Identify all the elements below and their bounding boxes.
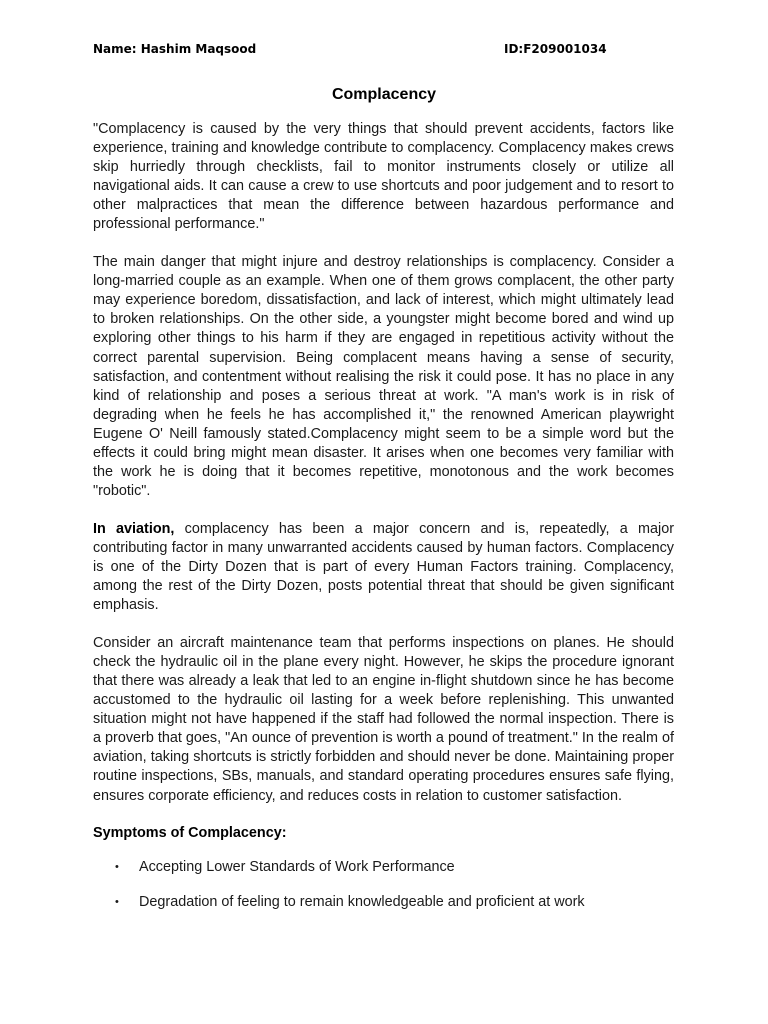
student-name: Name: Hashim Maqsood [93, 42, 257, 56]
list-item-text: Degradation of feeling to remain knowledgeable and proficient at work [139, 894, 585, 911]
list-item-text: Accepting Lower Standards of Work Performance [139, 859, 455, 876]
paragraph-relationships: The main danger that might injure and destroy relationships is complacency. Consider a long-married couple as an example. When one of them grows complacent, the other party may experience boredom, dissatisfaction, and lack of interest, which might ultimately lead to broken relationships. On the other side, a youngster might become bored and wind up exploring other things to his harm if they are engaged in repetitious activity without the correct parental supervision. Being complacent means having a sense of security, satisfaction, and contentment without realising the risk it could pose. It has no place in any kind of relationship and poses a serious threat at work. "A man's work is in risk of degrading when he feels he has accomplished it," the renowned American playwright Eugene O' Neill famously stated.Complacency might seem to be a simple word but the effects it could bring might mean disaster. It arises when one becomes very familiar with the work he is doing that it becomes repetitive, monotonous and the work becomes "robotic". [93, 254, 674, 500]
paragraph-quote: "Complacency is caused by the very things that should prevent accidents, factors like experience, training and knowledge contribute to complacency. Complacency makes crews skip hurriedly through checklists, fail to monitor instruments closely or utilize all navigational aids. It can cause a crew to use shortcuts and poor judgement and to resort to other malpractices that mean the difference between hazardous performance and professional performance." [93, 121, 674, 233]
bullet-icon: • [115, 861, 119, 874]
list-item [93, 858, 674, 877]
document-header [93, 42, 676, 62]
bullet-icon: • [115, 896, 119, 909]
paragraph-maintenance: Consider an aircraft maintenance team that performs inspections on planes. He should check the hydraulic oil in the plane every night. However, he skips the procedure ignorant that there was already a leak that led to an engine in-flight shutdown since he has become accustomed to the hydraulic oil lasting for a week before replenishing. This unwanted situation might not have happened if the staff had followed the normal inspection. There is a proverb that goes, "An ounce of prevention is worth a pound of treatment." In the realm of aviation, taking shortcuts is strictly forbidden and should never be done. Maintaining proper routine inspections, SBs, manuals, and standard operating procedures ensures safe flying, ensures corporate efficiency, and reduces costs in relation to customer satisfaction. [93, 634, 674, 804]
student-id: ID:F209001034 [504, 42, 607, 56]
paragraph-aviation-lead: In aviation, [93, 520, 175, 537]
symptoms-list [93, 858, 674, 912]
page-title: Complacency [331, 86, 437, 103]
paragraph-aviation [93, 520, 674, 615]
paragraph-aviation-rest: complacency has been a major concern and is, repeatedly, a major contributing factor in many unwarranted accidents caused by human factors. Complacency is one of the Dirty Dozen that is part of every Human Factors training. Complacency, among the rest of the Dirty Dozen, posts potential threat that should be given significant emphasis. [93, 520, 674, 614]
symptoms-heading: Symptoms of Complacency: [93, 825, 287, 842]
list-item [93, 893, 674, 912]
document-body [93, 120, 674, 928]
